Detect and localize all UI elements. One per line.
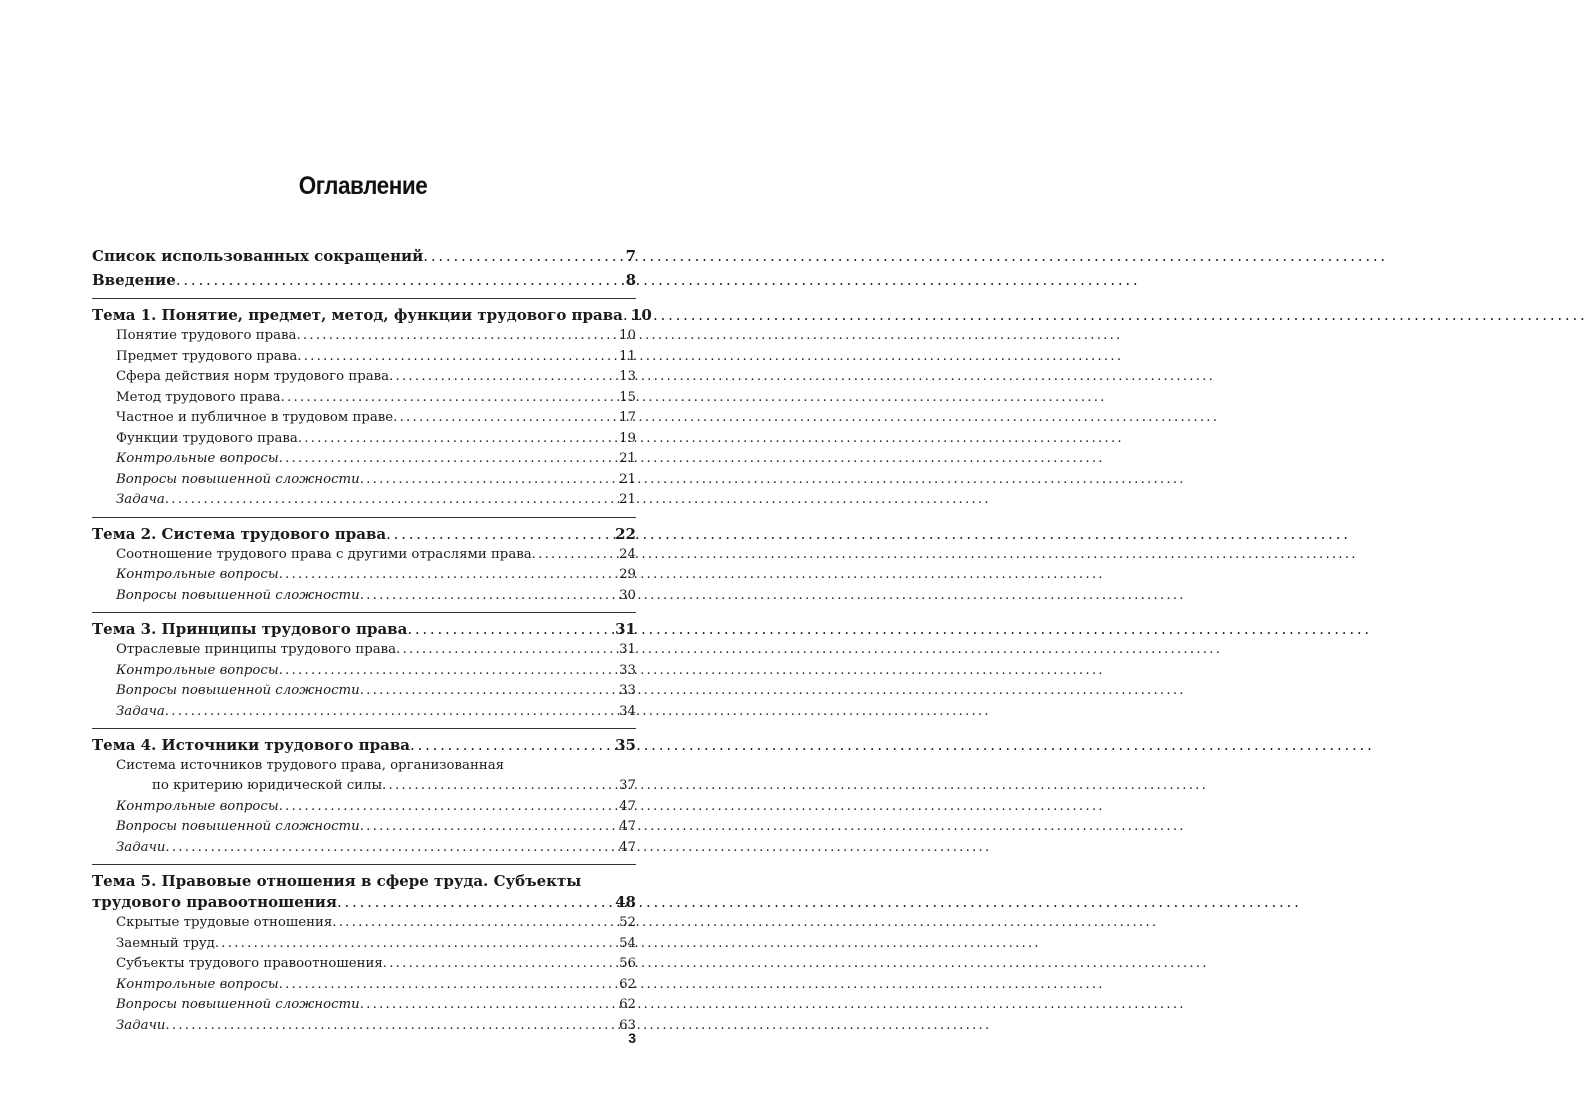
item-title: Скрытые трудовые отношения [116,915,333,930]
toc-item[interactable] [92,347,636,368]
page-number: 3 [628,1030,636,1046]
item-page: 47 [619,798,636,814]
item-page: 52 [619,915,636,930]
item-title: Сфера действия норм трудового права [116,369,390,384]
item-title: Субъекты трудового правоотношения [116,956,383,971]
item-title: Контрольные вопросы [116,798,279,814]
entry-page: 7 [625,247,636,265]
topic-title-line1: Тема 5. Правовые отношения в сфере труда. Субъекты [92,872,582,890]
item-title: Контрольные вопросы [116,451,279,466]
toc-item-task[interactable] [92,490,636,511]
item-page: 31 [619,642,636,657]
item-title: Отраслевые принципы трудового права [116,642,397,657]
topic-heading-multiline[interactable] [92,871,636,913]
entry-page: 8 [625,271,636,289]
table-of-contents [92,244,652,1036]
topic-title: Тема 4. Источники трудового права [92,736,410,754]
item-page: 19 [619,430,636,446]
item-title: Заемный труд [116,935,215,951]
toc-item-task[interactable] [92,702,636,723]
toc-item[interactable] [92,640,636,661]
topic-heading[interactable] [92,619,636,640]
topic-page: 22 [615,524,636,543]
item-title: Задача [116,703,165,719]
item-page: 47 [619,819,636,834]
item-page: 62 [619,997,636,1012]
item-title: Функции трудового права [116,430,298,446]
toc-item-tasks[interactable] [92,838,636,859]
toc-item-advanced-questions[interactable] [92,470,636,491]
item-page: 33 [619,662,636,678]
item-page: 15 [619,389,636,405]
item-title: Вопросы повышенной сложности [116,587,360,603]
item-title: Соотношение трудового права с другими отраслями права [116,546,532,562]
item-title: Задача [116,492,165,507]
topic-page: 10 [630,306,652,324]
item-page: 10 [619,328,636,343]
item-page: 56 [619,956,636,971]
item-title: Предмет трудового права [116,348,298,364]
item-title: Метод трудового права [116,389,281,405]
item-page: 21 [619,492,636,507]
toc-item-advanced-questions[interactable] [92,995,636,1016]
toc-item-advanced-questions[interactable] [92,681,636,702]
item-page: 13 [619,369,636,384]
entry-title: Введение [92,271,176,289]
topic-title: Тема 1. Понятие, предмет, метод, функции трудового права [92,306,623,324]
entry-title: Список использованных сокращений [92,247,424,265]
item-page: 62 [619,976,636,992]
topic-title: Тема 2. Система трудового права [92,524,387,543]
item-page: 63 [619,1017,636,1033]
topic-page: 35 [615,736,636,754]
topic-title-line2: трудового правоотношения [92,893,337,911]
item-title: Частное и публичное в трудовом праве [116,410,394,425]
topic-page: 48 [615,893,636,911]
item-page: 54 [619,935,636,951]
item-page: 17 [619,410,636,425]
toc-item[interactable] [92,545,636,566]
item-continuation [92,776,636,797]
toc-item-review-questions[interactable] [92,661,636,682]
toc-topic-2 [92,517,636,607]
toc-item[interactable] [92,326,636,347]
toc-topic-1 [92,298,652,511]
item-page: 33 [619,683,636,698]
toc-topic-4 [92,728,636,858]
item-title: Понятие трудового права [116,328,297,343]
item-page: 29 [619,567,636,582]
item-title-line1: Система источников трудового права, организованная [116,758,505,773]
toc-item[interactable] [92,408,636,429]
item-page: 24 [619,546,636,562]
toc-item[interactable] [92,954,636,975]
topic-heading[interactable] [92,735,636,756]
toc-item-advanced-questions[interactable] [92,586,636,607]
topic-title: Тема 3. Принципы трудового права [92,620,408,638]
toc-item-advanced-questions[interactable] [92,817,636,838]
toc-item[interactable] [92,913,636,934]
toc-item-multiline[interactable] [92,756,636,797]
item-title: Контрольные вопросы [116,662,279,678]
item-title: Вопросы повышенной сложности [116,819,360,834]
item-title: Вопросы повышенной сложности [116,683,360,698]
toc-entry-introduction[interactable] [92,268,636,292]
toc-item[interactable] [92,388,636,409]
item-title: Контрольные вопросы [116,567,279,582]
toc-item-review-questions[interactable] [92,797,636,818]
toc-item[interactable] [92,934,636,955]
item-page: 30 [619,587,636,603]
topic-heading[interactable] [92,305,652,326]
item-page: 21 [619,471,636,487]
topic-page: 31 [615,620,636,638]
topic-heading-continuation [92,892,636,913]
item-title-line2: по критерию юридической силы [152,778,383,793]
toc-item-review-questions[interactable] [92,975,636,996]
toc-item-tasks[interactable] [92,1016,636,1037]
toc-item-review-questions[interactable] [92,565,636,586]
item-page: 11 [619,348,636,364]
item-title: Задачи [116,839,166,855]
item-title: Задачи [116,1017,166,1033]
page-title: Оглавление [298,172,428,200]
topic-heading[interactable] [92,524,636,545]
toc-item-review-questions[interactable] [92,449,636,470]
toc-item[interactable] [92,367,636,388]
item-title: Вопросы повышенной сложности [116,471,360,487]
item-page: 47 [619,839,636,855]
item-title: Вопросы повышенной сложности [116,997,360,1012]
item-page: 37 [619,778,636,793]
toc-topic-3 [92,612,636,722]
toc-item[interactable] [92,429,636,450]
item-page: 21 [619,451,636,466]
toc-entry-abbreviations[interactable] [92,244,636,268]
toc-topic-5 [92,864,636,1036]
item-title: Контрольные вопросы [116,976,279,992]
item-page: 34 [619,703,636,719]
